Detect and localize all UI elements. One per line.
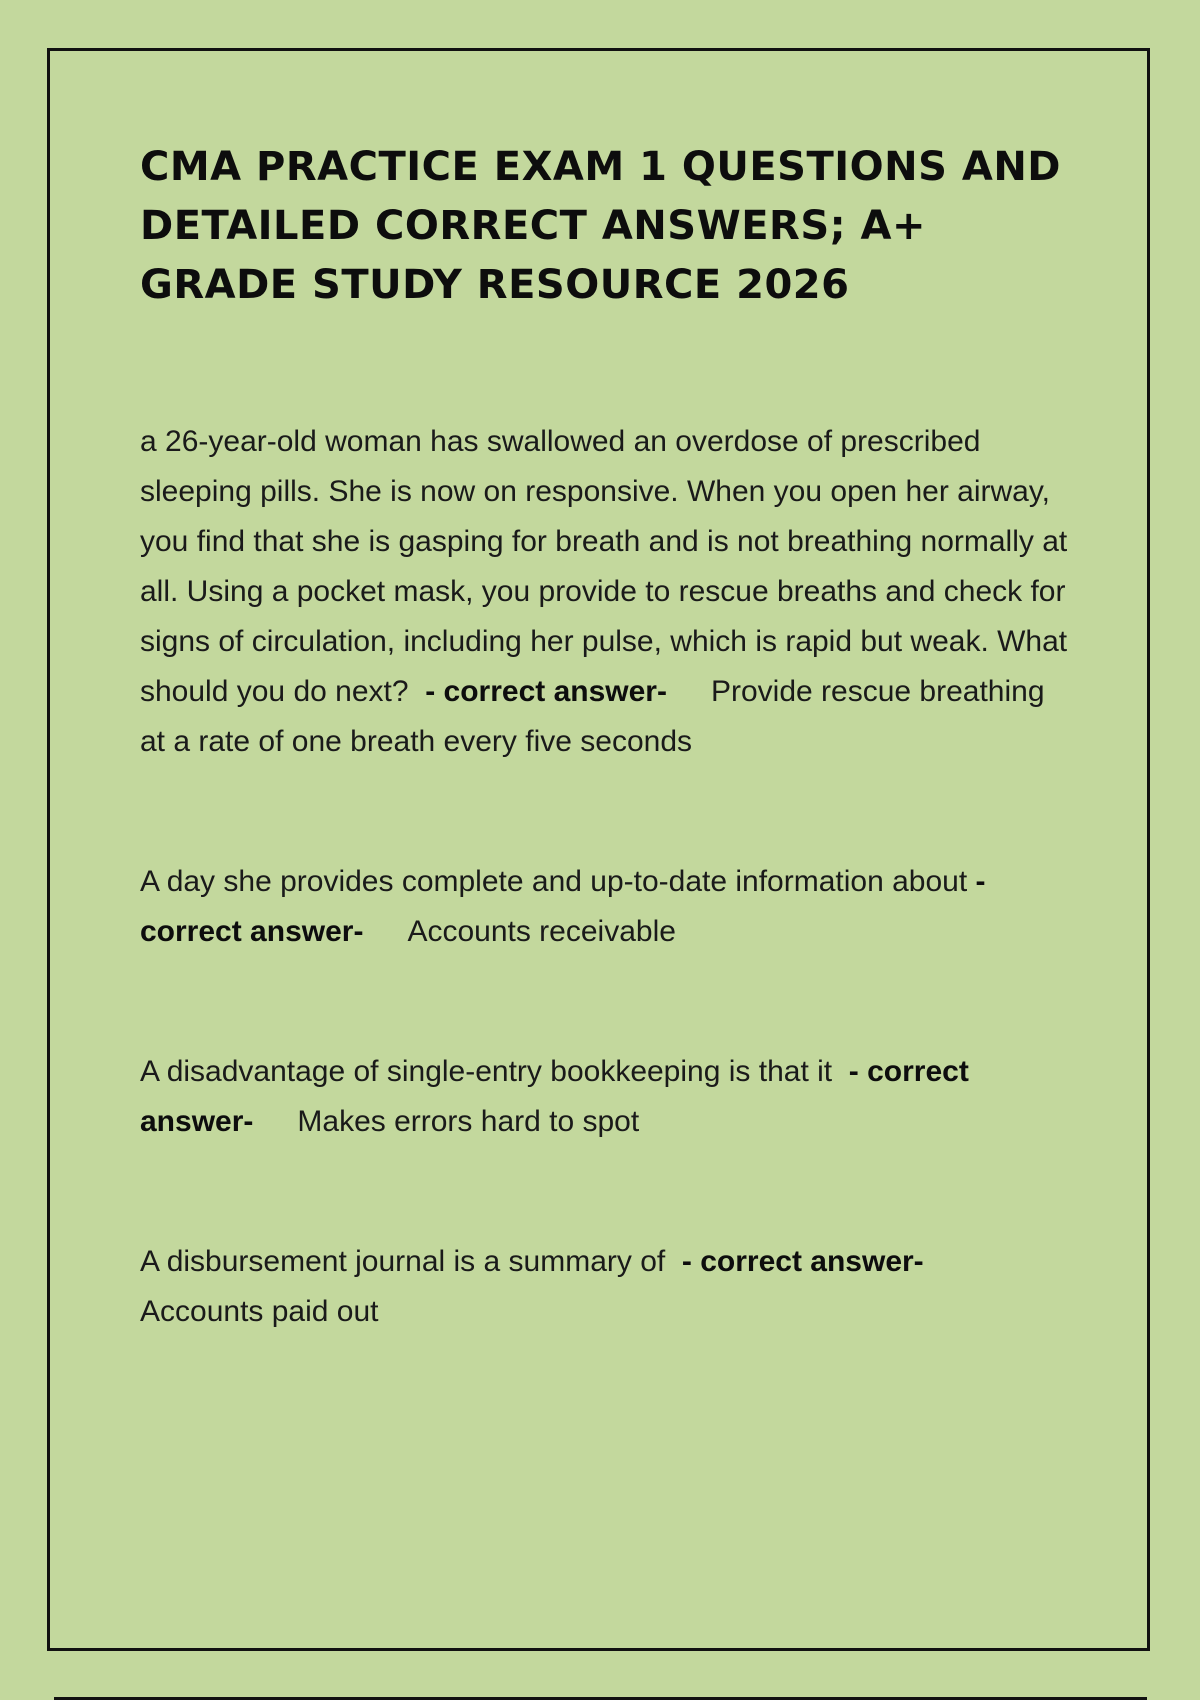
document-title: CMA PRACTICE EXAM 1 QUESTIONS AND DETAILED CORRECT ANSWERS; A+ GRADE STUDY RESOURCE 2026 <box>140 144 1061 308</box>
answer-text: Provide rescue breathing at a rate of one breath every five seconds <box>140 675 1045 758</box>
question-text: a 26-year-old woman has swallowed an overdose of prescribed sleeping pills. She is now on responsive. When you open her airway, you find that she is gasping for breath and is not breathing normally at all. Using a pocket mask, you provide to rescue breaths and check for signs of circulation, including her pulse, which is rapid but weak. What should you do next? <box>140 425 1068 708</box>
correct-answer-label: - correct answer- <box>425 675 667 708</box>
correct-answer-label: - correct answer- <box>140 865 986 948</box>
question-text: A day she provides complete and up-to-date information about <box>140 865 968 898</box>
question-item <box>140 1237 1070 1337</box>
question-text: A disbursement journal is a summary of <box>140 1245 666 1278</box>
correct-answer-label: - correct answer- <box>140 1055 969 1138</box>
answer-text: Makes errors hard to spot <box>297 1105 640 1138</box>
question-item <box>140 857 1070 957</box>
answer-text: Accounts receivable <box>407 915 676 948</box>
correct-answer-label: - correct answer- <box>681 1245 924 1278</box>
question-item <box>140 417 1070 767</box>
question-item <box>140 1047 1070 1147</box>
answer-text: Accounts paid out <box>140 1295 379 1328</box>
document-body <box>140 138 1070 1427</box>
question-text: A disadvantage of single-entry bookkeeping is that it <box>140 1055 833 1088</box>
question-list <box>140 417 1070 1337</box>
